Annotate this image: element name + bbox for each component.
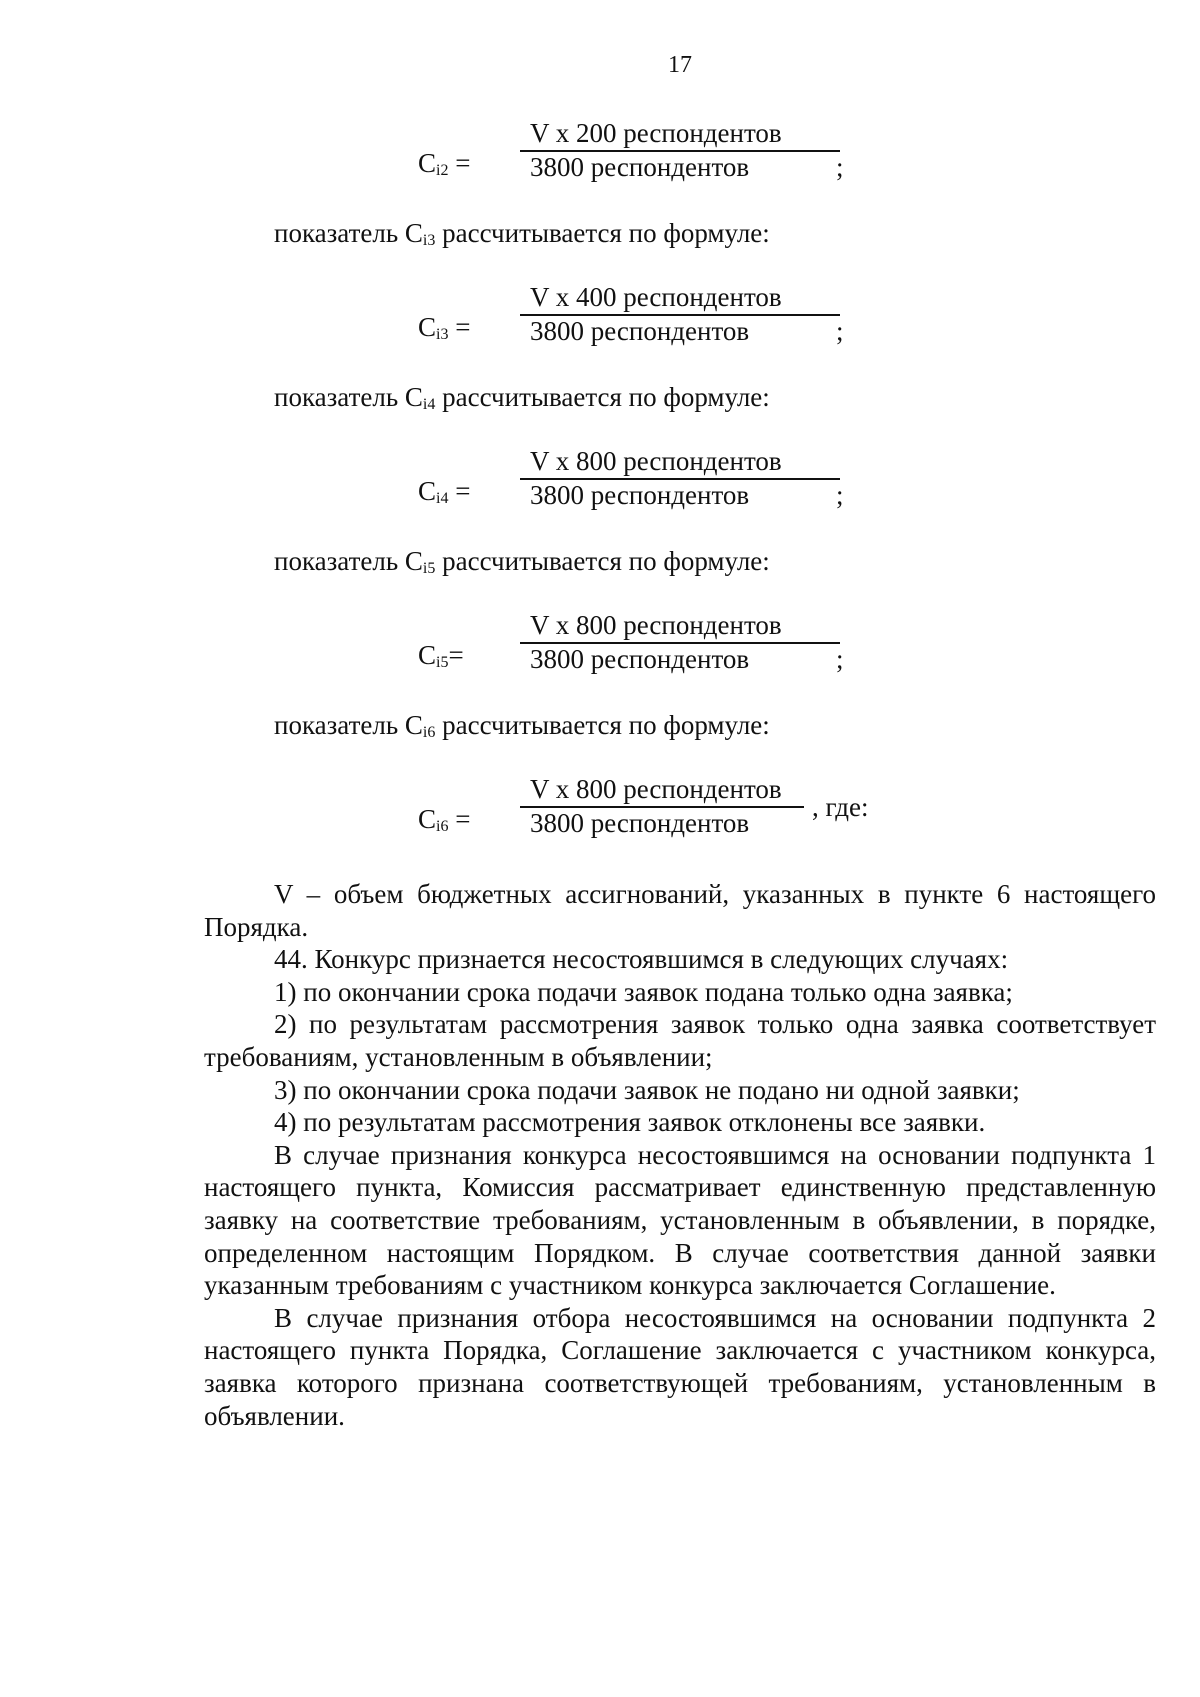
formula-denominator: 3800 респондентов <box>530 808 750 838</box>
formula-denominator: 3800 респондентов <box>530 644 750 674</box>
indicator-line-ci4: показатель $C_{i4}$ рассчитывается по формуле: <box>274 382 770 413</box>
formula-lhs: $C_{i6}$ = <box>418 804 471 835</box>
formula-ci5 <box>0 610 1200 680</box>
formula-denominator: 3800 респондентов <box>530 152 750 182</box>
formula-ci6 <box>0 774 1200 844</box>
body-text <box>204 878 1156 1432</box>
formula-numerator: V x 400 респондентов <box>530 282 782 312</box>
formula-denominator: 3800 респондентов <box>530 480 750 510</box>
list-item-4: 4) по результатам рассмотрения заявок отклонены все заявки. <box>274 1107 986 1138</box>
formula-lhs: $C_{i4}$ = <box>418 476 471 507</box>
formula-terminator: ; <box>836 480 844 510</box>
formula-numerator: V x 800 респондентов <box>530 774 782 804</box>
formula-lhs: $C_{i5}=$ <box>418 640 464 671</box>
formula-lhs: $C_{i2}$ = <box>418 148 471 179</box>
indicator-line-ci6: показатель $C_{i6}$ рассчитывается по формуле: <box>274 710 770 741</box>
formula-where: , где: <box>812 792 869 822</box>
formula-ci3 <box>0 282 1200 352</box>
formula-terminator: ; <box>836 316 844 346</box>
paragraph-case-subpoint-1: В случае признания конкурса несостоявшимся на основании подпункта 1 настоящего пункта, Комиссия рассматривает единственную представленную заявку на соответствие требованиям, установленным в объявлении, в порядке, определенном настоящим Порядком. В случае соответствия данной заявки указанным требованиям с участником конкурса заключается Соглашение. <box>204 1139 1156 1301</box>
paragraph-item-44: 44. Конкурс признается несостоявшимся в следующих случаях: <box>274 944 1009 975</box>
paragraph-v-definition: V – объем бюджетных ассигнований, указанных в пункте 6 настоящего Порядка. <box>204 879 1156 942</box>
indicator-line-ci3: показатель $C_{i3}$ рассчитывается по формуле: <box>274 218 770 249</box>
formula-numerator: V x 200 респондентов <box>530 118 782 148</box>
formula-ci4 <box>0 446 1200 516</box>
paragraph-case-subpoint-2: В случае признания отбора несостоявшимся на основании подпункта 2 настоящего пункта Порядка, Соглашение заключается с участником конкурса, заявка которого признана соответствующей требованиям, установленным в объявлении. <box>204 1302 1156 1431</box>
list-item-1: 1) по окончании срока подачи заявок подана только одна заявка; <box>274 976 1013 1007</box>
indicator-line-ci5: показатель $C_{i5}$ рассчитывается по формуле: <box>274 546 770 577</box>
formula-lhs: $C_{i3}$ = <box>418 312 471 343</box>
list-item-2: 2) по результатам рассмотрения заявок только одна заявка соответствует требованиям, установленным в объявлении; <box>204 1009 1156 1072</box>
page-number: 17 <box>668 52 692 78</box>
formula-ci2 <box>0 118 1200 188</box>
formula-numerator: V x 800 респондентов <box>530 610 782 640</box>
list-item-3: 3) по окончании срока подачи заявок не подано ни одной заявки; <box>274 1074 1020 1105</box>
formula-denominator: 3800 респондентов <box>530 316 750 346</box>
formula-numerator: V x 800 респондентов <box>530 446 782 476</box>
formula-terminator: ; <box>836 644 844 674</box>
formula-terminator: ; <box>836 152 844 182</box>
